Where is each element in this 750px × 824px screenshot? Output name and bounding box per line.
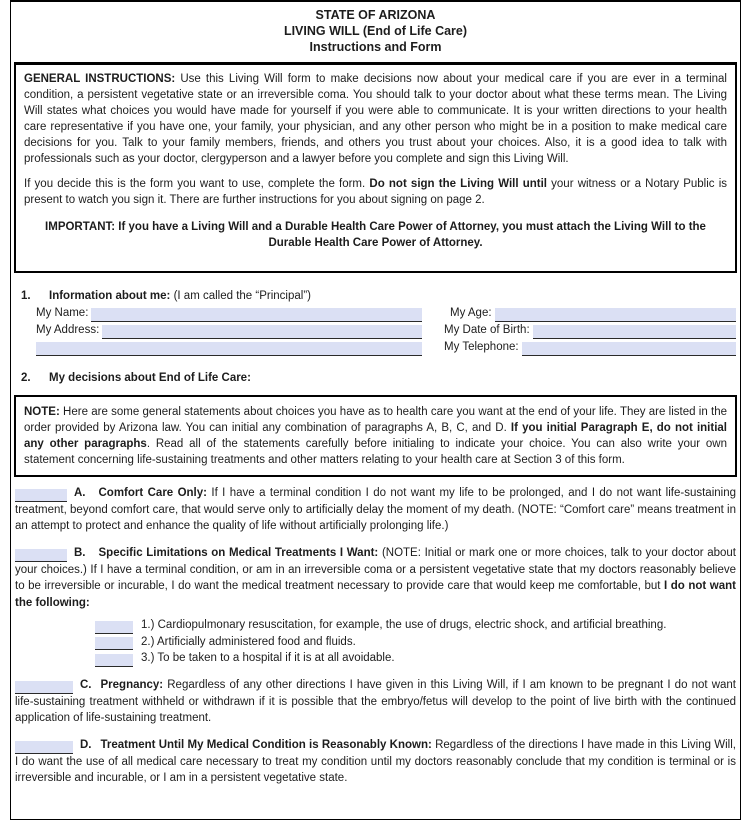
paragraph-b-text: Specific Limitations on Medical Treatments I Want: (NOTE: Initial or mark one or more choices, talk to your doctor about your choices.) If I have a terminal condition, or am in an irreversible coma or a persistent vegetative state that my doctors reasonably believe to be irreversible or incurable, I do want the medical treatment necessary to provide care that would keep me comfortable, but I do not want the following:: [15, 546, 736, 609]
initial-b2-input[interactable]: [95, 637, 133, 650]
address-input[interactable]: [102, 325, 422, 339]
paragraph-d: [15, 737, 736, 787]
name-row: [36, 305, 422, 322]
age-input[interactable]: [495, 308, 736, 322]
section-1-title: Information about me: (I am called the “Principal”): [49, 289, 311, 302]
title-line-sub: Instructions and Form: [309, 40, 442, 54]
paragraph-d-text: Treatment Until My Medical Condition is Reasonably Known: Regardless of the directions I have made in this Living Will, I do want the use of all medical care necessary to treat my condition until my doctors reasonably conclude that my condition is terminal or is irreversible and incurable, or I am in a persistent vegetative state.: [15, 738, 736, 784]
subitem-3-row: [95, 650, 736, 667]
initial-d-input[interactable]: [15, 741, 73, 754]
phone-row: [444, 339, 736, 356]
subitem-1-row: [95, 617, 736, 634]
general-instructions-paragraph: GENERAL INSTRUCTIONS: Use this Living Will form to make decisions now about your medical care if you are ever in a terminal condition, a persistent vegetative state or an irreversible coma. You should talk to your doctor about what these terms mean. The Living Will states what choices you would have made for yourself if you were able to communicate. It is your written directions to your health care representative if you have one, your family, your physician, and any other person who might be in a position to make medical care decisions for you. Talk to your family members, friends, and others you trust about your choices. Also, it is a good idea to talk with professionals such as your doctor, clergyperson and a lawyer before you complete and sign this Living Will.: [24, 73, 727, 165]
signing-instructions-paragraph: If you decide this is the form you want to use, complete the form. Do not sign the Living Will until your witness or a Notary Public is present to watch you sign it. There are further instructions for you about signing on page 2.: [24, 178, 728, 206]
section-1-number: 1.: [21, 289, 31, 302]
phone-label: My Telephone:: [444, 340, 519, 353]
initial-c-input[interactable]: [15, 681, 73, 694]
paragraph-a: [15, 485, 736, 535]
title-line-form: LIVING WILL (End of Life Care): [283, 24, 468, 38]
important-note: IMPORTANT: If you have a Living Will and a Durable Health Care Power of Attorney, you must attach the Living Will to the Durable Health Care Power of Attorney.: [45, 221, 706, 249]
dob-row: [444, 322, 736, 339]
dob-label: My Date of Birth:: [444, 323, 530, 336]
initial-b-input[interactable]: [15, 549, 67, 562]
section-2-number: 2.: [21, 371, 31, 384]
paragraph-b-subitems: [95, 617, 736, 667]
subitem-3-text: 3.) To be taken to a hospital if it is at all avoidable.: [141, 652, 395, 664]
section-2-title: My decisions about End of Life Care:: [49, 371, 251, 384]
address-label: My Address:: [36, 323, 100, 336]
section-2-heading: [21, 370, 737, 386]
general-instructions-box: [14, 62, 737, 273]
principal-info-fields: [36, 305, 736, 356]
info-right-column: [444, 305, 736, 356]
info-left-column: [36, 305, 422, 356]
phone-input[interactable]: [522, 342, 736, 356]
section-1-heading: [21, 288, 737, 304]
dob-input[interactable]: [533, 325, 736, 339]
initial-b1-input[interactable]: [95, 621, 133, 634]
address-row: [36, 322, 422, 339]
name-input[interactable]: [91, 308, 422, 322]
paragraph-c-letter: C.: [80, 678, 92, 691]
paragraph-a-letter: A.: [74, 486, 86, 499]
paragraph-c: [15, 677, 736, 727]
subitem-2-text: 2.) Artificially administered food and fluids.: [141, 635, 356, 648]
paragraph-a-text: Comfort Care Only: If I have a terminal condition I do not want my life to be prolonged, and I do not want life-sustaining treatment, beyond comfort care, that would serve only to artificially delay the moment of my death. (NOTE: “Comfort care” means treatment in an attempt to protect and enhance the quality of life without artificially prolonging life.): [15, 486, 736, 532]
subitem-2-row: [95, 634, 736, 651]
paragraph-d-letter: D.: [80, 738, 92, 751]
note-box: NOTE: Here are some general statements about choices you have as to health care you want at the end of your life. They are listed in the order provided by Arizona law. You can initial any combination of paragraphs A, B, C, and D. If you initial Paragraph E, do not initial any other paragraphs. Read all of the statements carefully before initialing to indicate your choice. You can also write your own statement concerning life-sustaining treatments and other matters relating to your health care at Section 3 of this form.: [14, 395, 737, 477]
paragraph-b: [15, 545, 736, 612]
subitem-1-text: 1.) Cardiopulmonary resuscitation, for example, the use of drugs, electric shock, and artificial breathing.: [141, 619, 667, 631]
page-title: [11, 7, 740, 55]
paragraph-b-letter: B.: [74, 546, 86, 559]
paragraph-c-text: Pregnancy: Regardless of any other directions I have given in this Living Will, if I am known to be pregnant I do not want life-sustaining treatment withheld or withdrawn if it is possible that the embryo/fetus will develop to the point of live birth with the continued application of life-sustaining treatment.: [15, 678, 736, 724]
initial-b3-input[interactable]: [95, 654, 133, 667]
age-label: My Age:: [450, 306, 492, 319]
title-line-state: STATE OF ARIZONA: [315, 8, 436, 22]
address-row-2: [36, 339, 422, 356]
form-page: [10, 0, 741, 820]
address-line2-input[interactable]: [36, 342, 422, 356]
initial-a-input[interactable]: [15, 489, 67, 502]
age-row: [444, 305, 736, 322]
name-label: My Name:: [36, 306, 89, 319]
